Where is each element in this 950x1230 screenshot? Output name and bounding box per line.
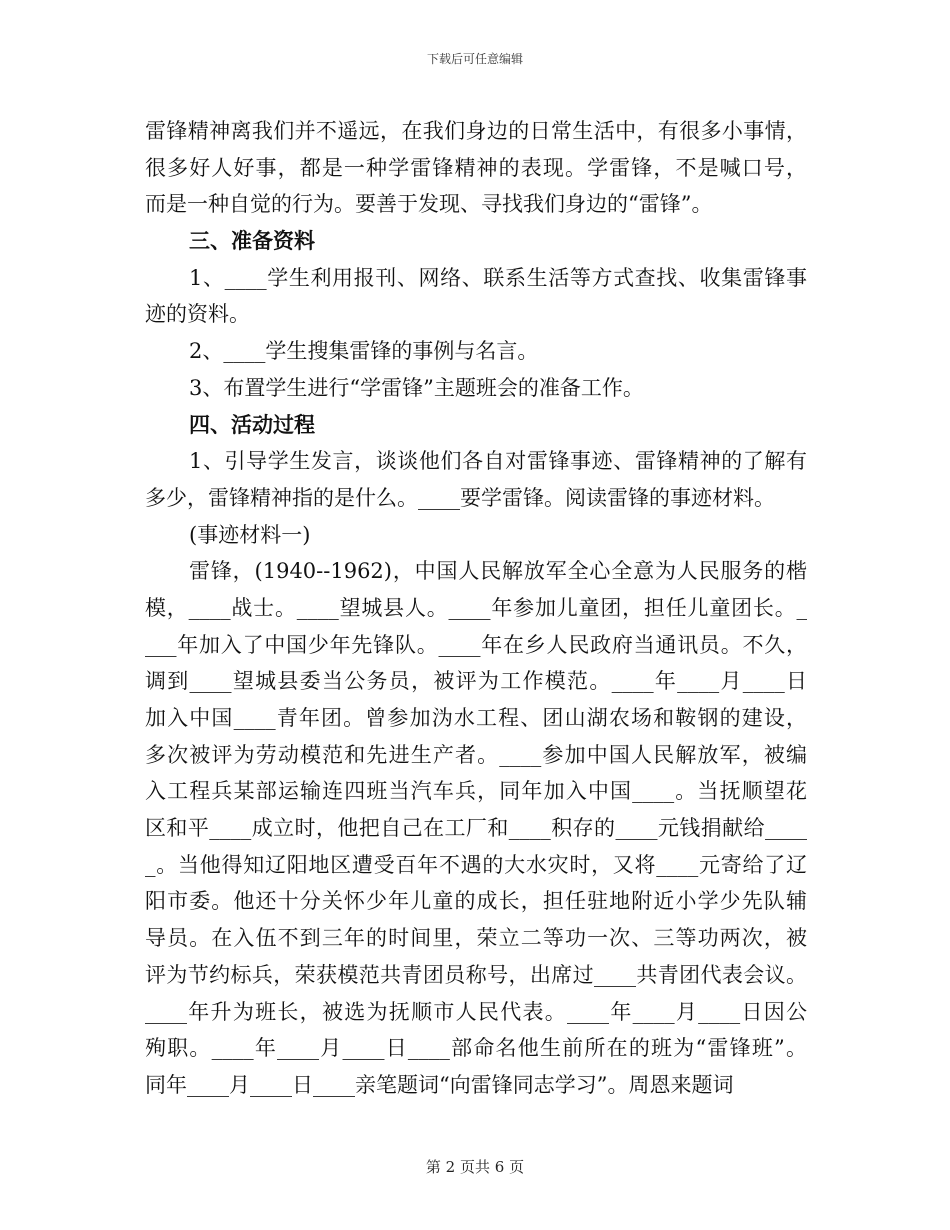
bio-line: 殉职。____年____月____日____部命名他生前所在的班为“雷锋班”。 [145, 1036, 807, 1061]
section-heading-4: 四、活动过程 [189, 411, 315, 437]
list-item-3: 3、布置学生进行“学雷锋”主题班会的准备工作。 [189, 375, 644, 400]
section-heading-3: 三、准备资料 [189, 228, 315, 254]
step-1-line: 1、引导学生发言，谈谈他们各自对雷锋事迹、雷锋精神的了解有 [189, 449, 807, 474]
bio-line: 加入中国____青年团。曾参加沩水工程、团山湖农场和鞍钢的建设， [145, 706, 807, 730]
bio-line: 模，____战士。____望城县人。____年参加儿童团，担任儿童团长。_ [145, 595, 807, 620]
bio-line: ___年加入了中国少年先锋队。____年在乡人民政府当通讯员。不久， [145, 632, 807, 657]
bio-line: _。当他得知辽阳地区遭受百年不遇的大水灾时，又将____元寄给了辽 [145, 852, 807, 877]
list-item-1-line: 1、____学生利用报刊、网络、联系生活等方式查找、收集雷锋事 [189, 265, 807, 290]
bio-line: 入工程兵某部运输连四班当汽车兵，同年加入中国____。当抚顺望花 [145, 779, 807, 804]
bio-line: 阳市委。他还十分关怀少年儿童的成长，担任驻地附近小学少先队辅 [145, 889, 807, 914]
paragraph-line: 很多好人好事，都是一种学雷锋精神的表现。学雷锋，不是喊口号， [145, 155, 807, 180]
paragraph-line: 而是一种自觉的行为。要善于发现、寻找我们身边的“雷锋”。 [145, 192, 713, 217]
step-1-line: 多少，雷锋精神指的是什么。____要学雷锋。阅读雷锋的事迹材料。 [145, 485, 775, 510]
bio-line: ____年升为班长，被选为抚顺市人民代表。____年____月____日因公 [145, 999, 807, 1024]
bio-line: 评为节约标兵，荣获模范共青团员称号，出席过____共青团代表会议。 [145, 962, 807, 987]
document-body [145, 113, 807, 1104]
bio-line: 调到____望城县委当公务员，被评为工作模范。____年____月____日 [145, 669, 807, 694]
paragraph-line: 雷锋精神离我们并不遥远，在我们身边的日常生活中，有很多小事情， [145, 119, 807, 143]
bio-line: 导员。在入伍不到三年的时间里，荣立二等功一次、三等功两次，被 [145, 926, 807, 951]
page-number: 第 2 页共 6 页 [425, 1158, 525, 1176]
bio-line: 雷锋，(1940--1962)，中国人民解放军全心全意为人民服务的楷 [189, 559, 807, 584]
bio-line: 区和平____成立时，他把自己在工厂和____积存的____元钱捐献给____ [145, 816, 807, 841]
list-item-1-line: 迹的资料。 [145, 302, 250, 327]
page-header: 下载后可任意编辑 [426, 52, 523, 66]
bio-line: 同年____月____日____亲笔题词“向雷锋同志学习”。周恩来题词 [145, 1072, 734, 1097]
material-label: (事迹材料一) [189, 522, 311, 547]
list-item-2: 2、____学生搜集雷锋的事例与名言。 [189, 339, 539, 364]
bio-line: 多次被评为劳动模范和先进生产者。____参加中国人民解放军，被编 [145, 742, 807, 767]
